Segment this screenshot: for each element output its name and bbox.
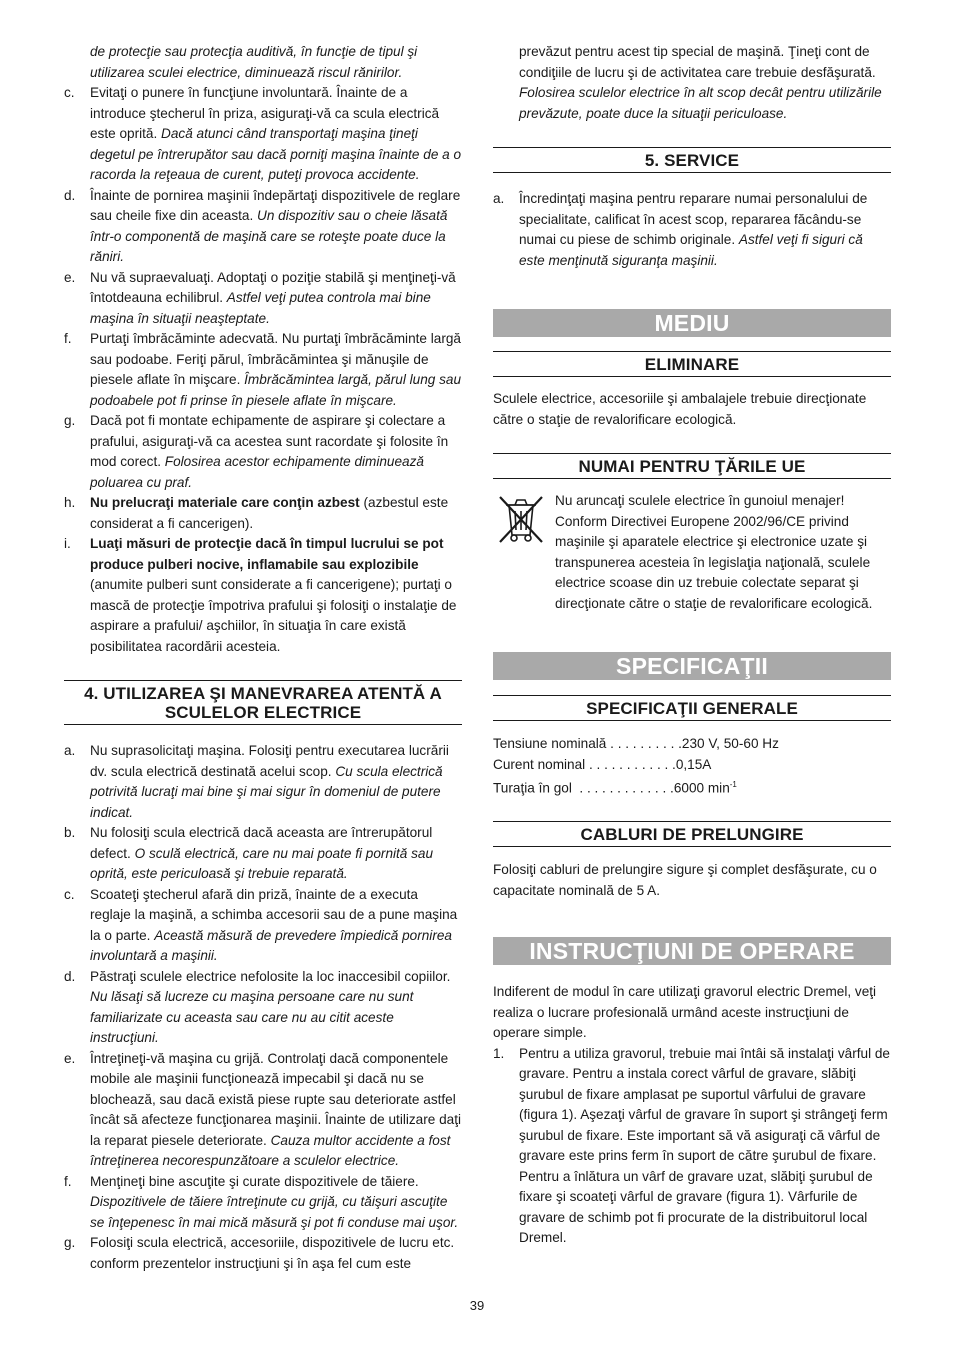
continuation-text: prevăzut pentru acest tip special de maşină. Ţineţi cont de condiţiile de lucru şi de activitatea care trebuie desfăşurată. <box>519 44 876 80</box>
item-text: (anumite pulberi sunt considerate a fi cancerigene); purtaţi o mască de protecţie împotriva prafului şi folosiţi o instalaţie de aspirare a prafului/ aşchiilor, în situaţia în care există posibilitatea racordării acesteia. <box>90 577 457 654</box>
item-label: i. <box>64 536 71 551</box>
item-label: f. <box>64 331 72 346</box>
item-italic-text: Nu lăsaţi să lucreze cu maşina persoane care nu sunt familiarizate cu aceasta sau care nu au citit aceste instrucţiuni. <box>90 989 414 1045</box>
list-item <box>64 329 462 411</box>
item-bold-text: Luaţi măsuri de protecţie dacă în timpul lucrului se pot produce pulberi nocive, inflamabile sau explozibile <box>90 536 444 572</box>
list-item <box>64 967 462 1049</box>
item-text: Menţineţi bine ascuţite şi curate dispozitivele de tăiere. <box>90 1173 419 1189</box>
item-label: e. <box>64 269 76 285</box>
item-text: Scoateţi ştecherul afară din priză, înainte de a executa reglaje la maşină, a schimba accesorii sau de a pune maşina la o parte. <box>90 886 458 943</box>
item-text: Pentru a utiliza gravorul, trebuie mai întâi să instalaţi vârful de gravare. Pentru a instala corect vârful de gravare, slăbiţi şurubul de fixare amplasat pe suportul vârfului de gravare (figura 1). Aşezaţi vârful de gravare în suport şi strângeţi ferm şurubul de fixare. Este important să vă asiguraţi că vârful de gravare este prins ferm în suport de către şurubul de fixare. Pentru a înlătura un vârf de gravare uzat, slăbiţi şurubul de fixare şi scoateţi vârful de gravare (figura 1). Vârfurile de gravare de schimb pot fi procurate de la distribuitorul local Dremel. <box>519 1045 890 1246</box>
service-heading: 5. SERVICE <box>493 147 891 173</box>
item-italic-text: Astfel veţi putea controla mai bine maşina în situaţii neaşteptate. <box>90 290 431 326</box>
section-4-heading: 4. UTILIZAREA ŞI MANEVRAREA ATENTĂ A SCULELOR ELECTRICE <box>64 680 462 725</box>
page-number: 39 <box>469 1298 485 1313</box>
item-italic-text: Astfel veţi fi siguri că este menţinută siguranţa maşinii. <box>519 232 863 268</box>
eliminare-heading: ELIMINARE <box>493 351 891 377</box>
safety-list-3 <box>64 83 462 493</box>
item-label: g. <box>64 413 76 428</box>
list-item <box>64 186 462 268</box>
item-label: h. <box>64 495 76 510</box>
continuation-paragraph <box>493 42 891 124</box>
item-text: Purtaţi îmbrăcăminte adecvată. Nu purtaţi îmbrăcăminte largă sau podoabe. Feriţi părul, îmbrăcămintea şi mănuşile de piesele aflate în mişcare. <box>90 331 461 387</box>
item-bold-text: Nu prelucraţi materiale care conţin azbest <box>90 495 360 510</box>
item-italic-text: Această măsură de prevedere împiedică pornirea involuntară a maşinii. <box>90 927 452 963</box>
item-text: Întreţineţi-vă maşina cu grijă. Controlaţi dacă componentele mobile ale maşinii funcţionează impecabil şi dacă nu se blochează, sau dacă există piese rupte sau deteriorate astfel încât să afecteze funcţionarea maşinii. Înainte de utilizare daţi la reparat piesele deteriorate. <box>90 1050 462 1148</box>
ue-heading: NUMAI PENTRU ŢĂRILE UE <box>493 453 891 479</box>
operare-item-1 <box>493 1044 891 1249</box>
item-label: d. <box>64 187 76 203</box>
item-italic-text: Cu scula electrică potrivită lucraţi mai bine şi mai sigur în domeniul de putere indicat. <box>90 763 443 820</box>
item-text: Nu suprasolicitaţi maşina. Folosiţi pentru executarea lucrării dv. scula electrică destinată acelui scop. <box>90 743 449 779</box>
cabluri-text: Folosiţi cabluri de prelungire sigure şi complet desfăşurate, cu o capacitate nominală de 5 A. <box>493 862 877 898</box>
item-italic-text: Dacă atunci când transportaţi maşina ţineţi degetul pe întrerupător sau dacă porniţi maşina înainte de a o racorda la reţeaua de curent, puteţi provoca accidente. <box>90 126 462 182</box>
list-item <box>64 1233 462 1274</box>
spec-dots: . . . . . . . . . . . . <box>585 756 676 772</box>
list-item <box>64 1172 462 1234</box>
spec-row <box>493 775 891 799</box>
item-label: c. <box>64 886 75 902</box>
item-label: b. <box>64 825 76 840</box>
list-item-i <box>64 534 462 657</box>
cabluri-heading: CABLURI DE PRELUNGIRE <box>493 821 891 847</box>
list-item <box>64 1049 462 1172</box>
item-text: Păstraţi sculele electrice nefolosite la loc inaccesibil copiilor. <box>90 968 451 984</box>
item-text: Nu folosiţi scula electrică dacă aceasta are întrerupătorul defect. <box>90 825 433 861</box>
spec-value: 6000 min <box>673 780 730 796</box>
list-item <box>64 885 462 967</box>
ue-notice <box>493 491 891 614</box>
operare-intro: Indiferent de modul în care utilizaţi gravorul electric Dremel, veţi realiza o lucrare profesională urmând aceste instrucţiuni de operare simple. <box>493 984 877 1041</box>
item-italic-text: Folosirea acestor echipamente diminuează poluarea cu praf. <box>90 454 424 490</box>
operare-band: INSTRUCŢIUNI DE OPERARE <box>493 937 891 965</box>
item-italic-text: Cauza multor accidente a fost întreţinerea necorespunzătoare a sculelor electrice. <box>90 1132 451 1168</box>
item-text: Încredinţaţi maşina pentru reparare numai personalului de specialitate, calificat în acest scop, repararea făcându-se numai cu piese de schimb originale. <box>519 191 868 247</box>
item-text: Evitaţi o punere în funcţiune involuntară. Înainte de a introduce ştecherul în priza, asiguraţi-vă ca scula electrică este oprită. <box>90 85 440 141</box>
list-item <box>64 411 462 493</box>
spec-dots: . . . . . . . . . . <box>606 736 682 751</box>
spec-general-heading: SPECIFICAŢII GENERALE <box>493 695 891 721</box>
intro-continuation: de protecţie sau protecţia auditivă, în funcţie de tipul şi utilizarea sculei electrice, diminuează riscul rănirilor. <box>90 44 418 80</box>
spec-unit-exponent: -1 <box>729 780 737 789</box>
spec-name: Turaţia în gol <box>493 780 572 796</box>
service-item <box>493 189 891 271</box>
list-item <box>64 83 462 186</box>
list-item <box>64 268 462 330</box>
item-text: Înainte de pornirea maşinii îndepărtaţi dispozitivele de reglare sau cheile fixe din aceasta. <box>90 187 461 223</box>
spec-dots: . . . . . . . . . . . . . <box>571 780 674 796</box>
spec-row <box>493 755 891 776</box>
item-label: a. <box>493 191 505 206</box>
item-italic-text: Un dispozitiv sau o cheie lăsată într-o componentă de maşină care se roteşte poate duce la răniri. <box>90 208 448 264</box>
eliminare-text: Sculele electrice, accesoriile şi ambalajele trebuie direcţionate către o staţie de revalorificare ecologică. <box>493 391 867 427</box>
spec-value: 230 V, 50-60 Hz <box>681 736 779 751</box>
item-label: e. <box>64 1050 76 1066</box>
spec-value: 0,15A <box>675 756 712 772</box>
item-italic-text: Dispozitivele de tăiere întreţinute cu grijă, cu tăişuri ascuţite se înţepenesc în mai mică măsură şi pot fi conduse mai uşor. <box>90 1194 459 1230</box>
item-text: Folosiţi scula electrică, accesoriile, dispozitivele de lucru etc. conform prezentelor instrucţiuni şi în aşa fel cum este <box>90 1235 455 1271</box>
left-column <box>64 42 462 1274</box>
list-item <box>64 741 462 823</box>
continuation-italic: Folosirea sculelor electrice în alt scop decât pentru utilizările prevăzute, poate duce la situaţii periculoase. <box>519 85 882 121</box>
crossed-out-wheelie-bin-icon <box>493 491 555 614</box>
list-item <box>64 823 462 885</box>
item-text: Nu vă supraevaluaţi. Adoptaţi o poziţie stabilă şi menţineţi-vă întotdeauna echilibrul. <box>90 269 456 305</box>
specificatii-band: SPECIFICAŢII <box>493 652 891 680</box>
item-text: Dacă pot fi montate echipamente de aspirare şi colectare a prafului, asiguraţi-vă ca acestea sunt racordate şi folosite în mod corect. <box>90 413 449 469</box>
spec-list <box>493 734 891 799</box>
item-label: 1. <box>493 1045 505 1061</box>
item-label: g. <box>64 1235 76 1250</box>
item-label: c. <box>64 85 75 100</box>
spec-name: Curent nominal <box>493 756 586 772</box>
item-text: (azbestul este considerat a fi cancerigen). <box>90 495 449 531</box>
item-label: a. <box>64 743 76 758</box>
usage-list-4 <box>64 741 462 1274</box>
item-italic-text: Îmbrăcămintea largă, părul lung sau podoabele pot fi prinse în piesele aflate în mişcare. <box>90 372 462 408</box>
spec-name: Tensiune nominală <box>493 736 607 751</box>
list-item-h <box>64 493 462 534</box>
spec-row <box>493 734 891 755</box>
item-label: d. <box>64 968 76 984</box>
ue-text: Nu aruncaţi sculele electrice în gunoiul menajer! Conform Directivei Europene 2002/96/CE privind maşinile şi aparatele electrice şi electronice uzate şi transpunerea acesteia în legislaţia naţională, sculele electrice scoase din uz trebuie colectate separat şi direcţionate către o staţie de revalorificare ecologică. <box>555 493 873 611</box>
item-label: f. <box>64 1173 72 1189</box>
mediu-band: MEDIU <box>493 309 891 337</box>
item-italic-text: O sculă electrică, care nu mai poate fi pornită sau oprită, este periculoasă şi trebuie reparată. <box>90 845 434 881</box>
right-column <box>493 42 891 1249</box>
